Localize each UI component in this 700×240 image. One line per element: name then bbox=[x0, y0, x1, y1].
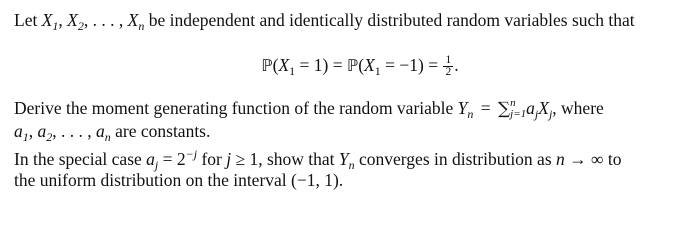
conv-text-c: ≥ 1, show that bbox=[231, 149, 339, 169]
intro-paragraph: Let $X_1$, $X_2$, . . . , $X_n$ be independent and identically distributed random variables such that bbox=[14, 10, 635, 33]
sum-lower: j=1 bbox=[510, 107, 527, 120]
mgf-paragraph: Derive the moment generating function of the random variable $Y_n$ = ∑ n j=1 $a_jX_j$, where $a_1$, $a_2$, . . . , $a_n$ are constants. bbox=[14, 96, 604, 144]
var-x2: $X_2$ bbox=[67, 10, 84, 33]
eq-arg1: ($X_1$ bbox=[272, 55, 296, 78]
conv-text-d: converges in distribution as bbox=[354, 149, 557, 169]
prob-symbol-2: ℙ bbox=[347, 56, 359, 75]
conv-exponent: −j bbox=[185, 147, 198, 161]
const-a1: $a_1$ bbox=[14, 120, 29, 144]
conv-equals: = 2 bbox=[158, 149, 186, 169]
fraction-numerator: 1 bbox=[445, 54, 452, 67]
var-j: j bbox=[226, 149, 232, 169]
mgf-tail: are constants. bbox=[110, 120, 211, 141]
conv-line2: the uniform distribution on the interval (−1, 1). bbox=[14, 170, 344, 190]
sum-upper: n bbox=[510, 96, 516, 109]
convergence-paragraph bbox=[14, 149, 686, 191]
conv-text-b: for bbox=[197, 149, 227, 169]
var-x1: $X_1$ bbox=[41, 10, 59, 33]
var-aj: $a_j$ bbox=[146, 149, 159, 172]
conv-text-a: In the special case bbox=[14, 149, 147, 169]
mgf-text: Derive the moment generating function of the random variable bbox=[14, 98, 458, 118]
intro-text: Let bbox=[14, 10, 42, 30]
half-fraction bbox=[443, 55, 453, 78]
conv-text-e: → ∞ to bbox=[564, 149, 622, 169]
const-an: $a_n$ bbox=[96, 120, 111, 144]
var-yn: $Y_n$ bbox=[457, 98, 474, 121]
var-xn: $X_n$ bbox=[127, 10, 145, 33]
var-n: n bbox=[556, 149, 565, 169]
term-aj: $a_j$ bbox=[526, 98, 539, 121]
eq-part2: = −1) = bbox=[380, 55, 443, 75]
eq-end: . bbox=[454, 55, 459, 75]
probability-equation bbox=[0, 52, 700, 79]
const-a2: $a_2$ bbox=[37, 120, 53, 144]
summation-limits bbox=[510, 98, 526, 120]
mgf-equals: = bbox=[476, 98, 496, 118]
term-xj: $X_j$ bbox=[538, 98, 553, 121]
intro-tail: be independent and identically distributed random variables such that bbox=[144, 10, 635, 30]
prob-symbol-1: ℙ bbox=[261, 56, 273, 75]
fraction-denominator: 2 bbox=[445, 66, 452, 79]
eq-part1: = 1) = bbox=[295, 55, 347, 75]
eq-arg2: ($X_1$ bbox=[358, 55, 381, 78]
mgf-where: , where bbox=[552, 98, 604, 118]
summation-symbol: ∑ bbox=[498, 99, 511, 119]
var-yn-2: $Y_n$ bbox=[338, 149, 355, 172]
